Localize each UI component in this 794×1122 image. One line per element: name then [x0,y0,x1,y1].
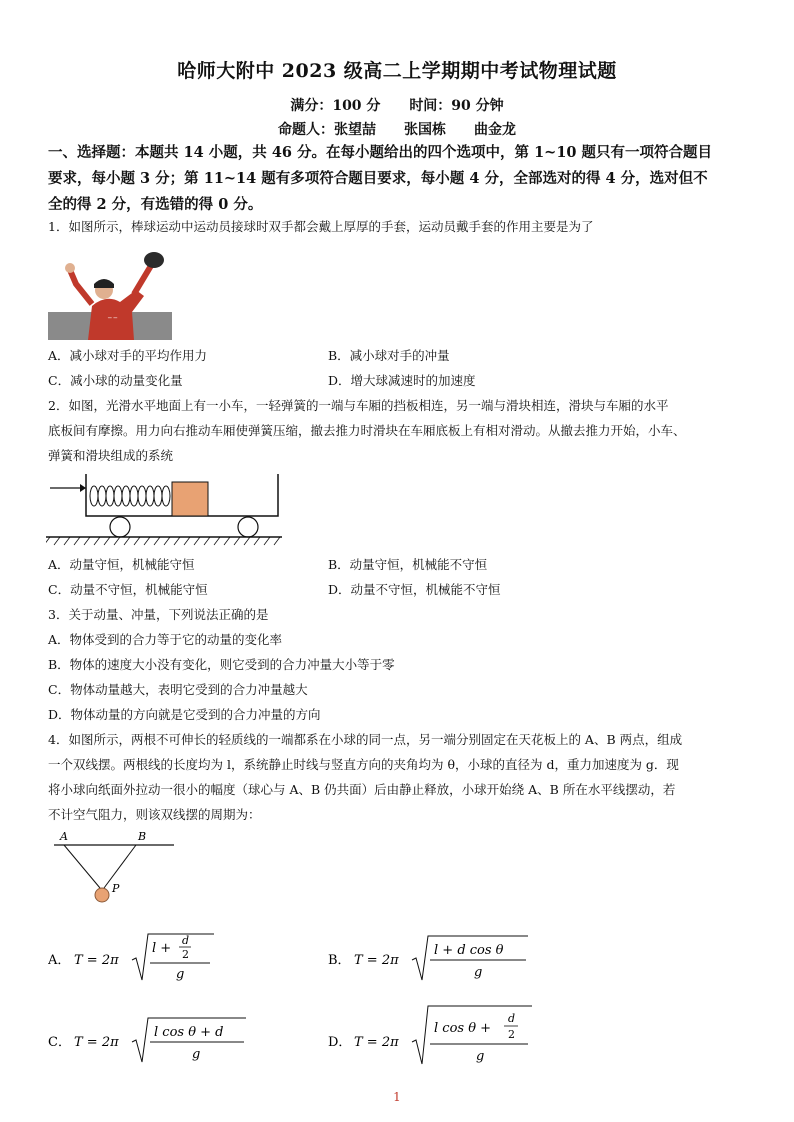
arrow-head [80,484,86,492]
svg-text:d: d [508,1012,516,1025]
question-2-stem [48,393,748,468]
q4-option-c-formula [48,1012,268,1072]
section-line-3: 全的得 2 分，有选错的得 0 分。 [48,196,263,213]
q2-stem-line-1: 2．如图，光滑水平地面上有一小车，一轻弹簧的一端与车厢的挡板相连，另一端与滑块相连，滑块与车厢的水平 [48,398,669,413]
svg-text:D．: D． [328,1035,352,1050]
svg-text:B．: B． [328,953,351,968]
q3-stem: 3．关于动量、冲量，下列说法正确的是 [48,607,269,622]
q1-option-c: C．减小球的动量变化量 [48,373,183,388]
string-b [104,845,136,888]
wheel-right [238,517,258,537]
q3-option-d: D．物体动量的方向就是它受到的合力冲量的方向 [48,707,321,722]
q4-stem-line-4: 不计空气阻力，则该双线摆的周期为： [48,807,261,822]
q4-stem-line-3: 将小球向纸面外拉动一很小的幅度（球心与 A、B 仍共面）后由静止释放，小球开始绕 A、B 所在水平线摆动，若 [48,782,676,797]
wheel-left [110,517,130,537]
q2-option-d: D．动量不守恒，机械能不守恒 [328,582,501,597]
svg-text:l +: l + [152,941,172,956]
q4-stem-line-1: 4．如图所示，两根不可伸长的轻质线的一端都系在小球的同一点，另一端分别固定在天花板上的 A、B 两点，组成 [48,732,683,747]
q1-option-a: A．减小球对手的平均作用力 [48,348,208,363]
label-b: B [138,830,147,843]
svg-text:g: g [474,965,483,980]
setters: 命题人：张望喆 张国栋 曲金龙 [278,122,516,138]
q3-option-b: B．物体的速度大小没有变化，则它受到的合力冲量大小等于零 [48,657,395,672]
svg-text:T = 2π: T = 2π [354,1035,399,1050]
string-a [64,845,100,888]
baseball-player-image [48,250,172,340]
section-instructions [48,140,748,218]
q3-option-c: C．物体动量越大，表明它受到的合力冲量越大 [48,682,308,697]
question-4-stem [48,727,748,827]
svg-text:2: 2 [182,948,189,961]
ball [95,888,109,902]
svg-text:T = 2π: T = 2π [74,953,119,968]
q2-option-c: C．动量不守恒，机械能守恒 [48,582,208,597]
page-number: 1 [393,1090,401,1104]
pendulum-diagram [50,828,180,908]
svg-text:2: 2 [508,1028,515,1041]
q4-stem-line-2: 一个双线摆。两根线的长度均为 l，系统静止时线与竖直方向的夹角均为 θ，小球的直径为 d，重力加速度为 g．现 [48,757,679,772]
q3-option-a: A．物体受到的合力等于它的动量的变化率 [48,632,283,647]
full-score: 满分：100 分 [290,98,381,114]
q1-option-b: B．减小球对手的冲量 [328,348,450,363]
q4-option-d-formula [328,1000,558,1070]
exam-meta [0,95,794,115]
q2-option-b: B．动量守恒，机械能不守恒 [328,557,488,572]
question-1-stem: 1．如图所示，棒球运动中运动员接球时双手都会戴上厚厚的手套，运动员戴手套的作用主要是为了 [48,219,594,234]
q2-option-a: A．动量守恒，机械能守恒 [48,557,195,572]
q1-option-d: D．增大球减速时的加速度 [328,373,476,388]
svg-text:l cos θ +: l cos θ + [434,1021,492,1036]
question-3 [48,602,748,727]
q4-option-c [48,1012,268,1076]
page-title: 哈师大附中 2023 级高二上学期期中考试物理试题 [177,60,617,82]
q2-stem-line-2: 底板间有摩擦。用力向右推动车厢使弹簧压缩，撤去推力时滑块在车厢底板上有相对滑动。从撤去推力开始，小车、 [48,423,686,438]
spring-coils [90,486,170,506]
q4-option-d [328,1000,558,1074]
q4-option-a-formula [48,930,248,990]
svg-text:l + d cos θ: l + d cos θ [434,943,504,958]
svg-text:T = 2π: T = 2π [354,953,399,968]
q4-option-a [48,930,248,994]
svg-text:g: g [192,1047,201,1062]
svg-text:C．: C． [48,1035,71,1050]
svg-text:g: g [176,967,185,982]
ground-hatching [46,537,280,545]
slider-block [172,482,208,516]
label-a: A [60,830,68,843]
section-line-2: 要求，每小题 3 分；第 11~14 题有多项符合题目要求，每小题 4 分，全部选对的得 4 分，选对但不 [48,170,708,187]
svg-text:g: g [476,1049,485,1064]
exam-time: 时间：90 分钟 [409,98,504,114]
svg-text:l cos θ + d: l cos θ + d [154,1025,224,1040]
svg-text:d: d [182,934,190,947]
q2-stem-line-3: 弹簧和滑块组成的系统 [48,448,174,463]
svg-text:A．: A． [48,953,71,968]
q4-option-b [328,930,548,994]
svg-text:─ ─: ─ ─ [108,315,118,322]
section-line-1: 一、选择题：本题共 14 小题，共 46 分。在每小题给出的四个选项中，第 1~10 题只有一项符合题目 [48,144,713,161]
label-p: P [112,882,120,895]
cart-spring-diagram [46,470,286,550]
svg-text:T = 2π: T = 2π [74,1035,119,1050]
q4-option-b-formula [328,930,548,990]
